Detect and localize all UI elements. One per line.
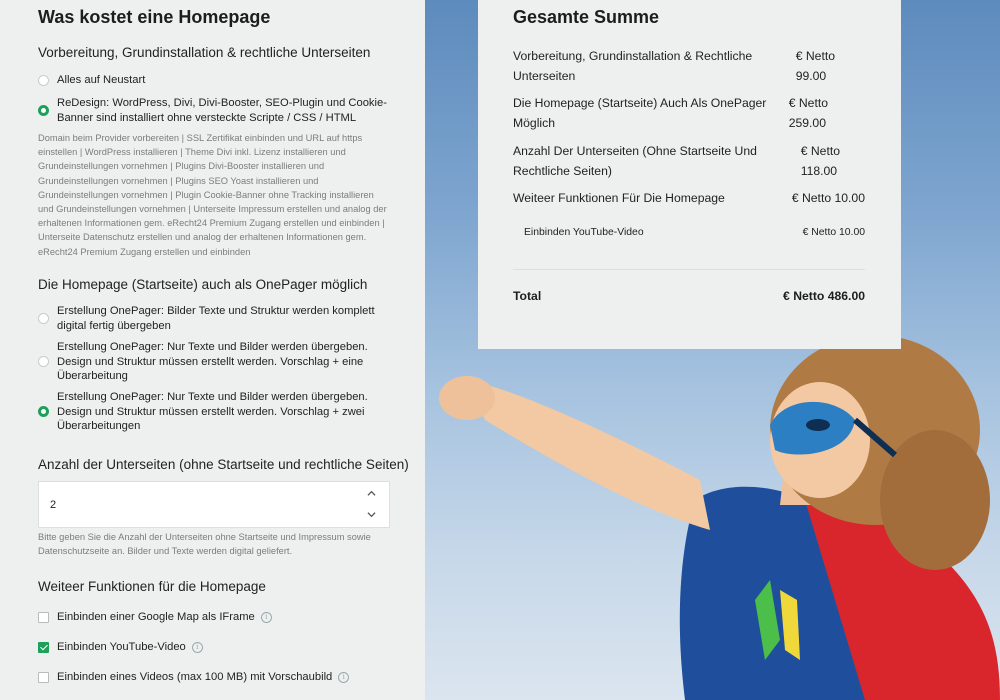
summary-row-amount: 118.00 [800,164,838,178]
info-icon[interactable]: i [192,642,203,653]
chevron-up-icon[interactable] [367,489,376,498]
summary-row-label: Unterseiten [513,69,576,83]
radio-label: Erstellung OnePager: Bilder Texte und Struktur werden komplett digital fertig übergeben [57,305,375,332]
summary-row-label: Die Homepage (Startseite) Auch Als OnePager [513,96,767,110]
summary-row-label: Anzahl Der Unterseiten (Ohne Startseite Und [513,144,757,158]
total-amount: € Netto 486.00 [783,289,865,303]
subpages-number-input[interactable] [38,481,390,528]
summary-row-currency: € Netto [788,96,828,110]
radio-label: ReDesign: WordPress, Divi, Divi-Booster, SEO-Plugin und Cookie-Banner sind installiert ohne versteckte Scripte / CSS / HTML [57,97,387,124]
radio-button-selected[interactable] [38,406,49,417]
radio-label: Erstellung OnePager: Nur Texte und Bilder werden übergeben. Design und Struktur müssen erstellt werden. Vorschlag + zwei Überarbeitungen [57,391,368,432]
summary-row-preparation [513,46,865,86]
summary-row-amount: 99.00 [795,69,827,83]
checkbox[interactable] [38,612,49,623]
info-icon[interactable]: i [261,612,272,623]
radio-button[interactable] [38,356,49,367]
summary-title: Gesamte Summe [513,7,660,27]
checkbox-label: Einbinden einer Google Map als IFrame [57,611,255,623]
summary-row-amount: 259.00 [788,116,826,130]
radio-label: Alles auf Neustart [57,74,146,86]
radio-button[interactable] [38,313,49,324]
radio-option-onepager-one-revision[interactable] [38,340,388,384]
summary-row-subpages [513,141,865,181]
checkbox-option-google-map[interactable] [38,610,388,625]
preparation-description: Domain beim Provider vorbereiten | SSL Zertifikat einbinden und URL auf https einstellen | WordPress installieren | Theme Divi inkl. Lizenz installieren und Grundeinstellungen vornehmen | Plugins Divi-Booster installieren und Grundeinstellungen vornehmen | Plugins SEO Yoast installieren und Grundeinstellungen vornehmen | Plugin Cookie-Banner ohne Tracking installieren und Grundeinstellungen vornehmen | Unterseite Impressum erstellen und analog der erhaltenen Informationen gem. eRecht24 Premium Zugang erstellen und einbinden | Unterseite Datenschutz erstellen und analog der erhaltenen Informationen gem. eRecht24 Premium Zugang erstellen und einbinden [38,133,387,257]
summary-row-currency: € Netto [795,49,835,63]
subpages-input-value[interactable]: 2 [50,499,57,511]
checkbox-option-youtube[interactable] [38,640,388,655]
summary-row-label: Rechtliche Seiten) [513,164,612,178]
radio-label: Erstellung OnePager: Nur Texte und Bilder werden übergeben. Design und Struktur müssen erstellt werden. Vorschlag + eine Überarbeitung [57,341,368,382]
summary-row-onepager [513,93,865,133]
info-icon[interactable]: i [338,672,349,683]
summary-row-amount: € Netto 10.00 [791,191,865,205]
section-title-onepager: Die Homepage (Startseite) auch als OnePager möglich [38,277,368,292]
summary-card [478,0,901,349]
summary-row-label: Weiteer Funktionen Für Die Homepage [513,191,725,205]
chevron-down-icon[interactable] [367,510,376,519]
radio-button[interactable] [38,75,49,86]
checkbox-checked[interactable] [38,642,49,653]
summary-divider [513,269,865,270]
radio-option-onepager-two-revisions[interactable] [38,390,388,434]
subpages-hint: Bitte geben Sie die Anzahl der Unterseiten ohne Startseite und Impressum sowie Datenschutzseite an. Bilder und Texte werden digital geliefert. [38,532,371,557]
radio-button-selected[interactable] [38,105,49,116]
checkbox-label: Einbinden eines Videos (max 100 MB) mit Vorschaubild [57,671,333,683]
checkbox-option-video[interactable] [38,670,388,685]
section-title-functions: Weiteer Funktionen für die Homepage [38,579,266,594]
section-title-preparation: Vorbereitung, Grundinstallation & rechtliche Unterseiten [38,45,371,60]
summary-row-currency: € Netto [800,144,840,158]
checkbox[interactable] [38,672,49,683]
summary-row-functions [513,188,865,208]
checkbox-label: Einbinden YouTube-Video [57,641,186,653]
radio-option-onepager-complete[interactable] [38,304,388,333]
form-title: Was kostet eine Homepage [38,7,271,27]
summary-subrow-youtube [524,227,865,238]
total-label: Total [513,289,542,303]
summary-subrow-amount: € Netto 10.00 [802,227,865,238]
summary-total [513,289,865,303]
radio-option-neustart[interactable] [38,73,388,88]
summary-row-label: Vorbereitung, Grundinstallation & Rechtliche [513,49,753,63]
summary-row-label: Möglich [513,116,555,130]
radio-option-redesign[interactable] [38,96,388,125]
summary-subrow-label: Einbinden YouTube-Video [524,227,644,238]
section-title-subpages: Anzahl der Unterseiten (ohne Startseite und rechtliche Seiten) [38,457,409,472]
calculator-form [0,0,425,700]
